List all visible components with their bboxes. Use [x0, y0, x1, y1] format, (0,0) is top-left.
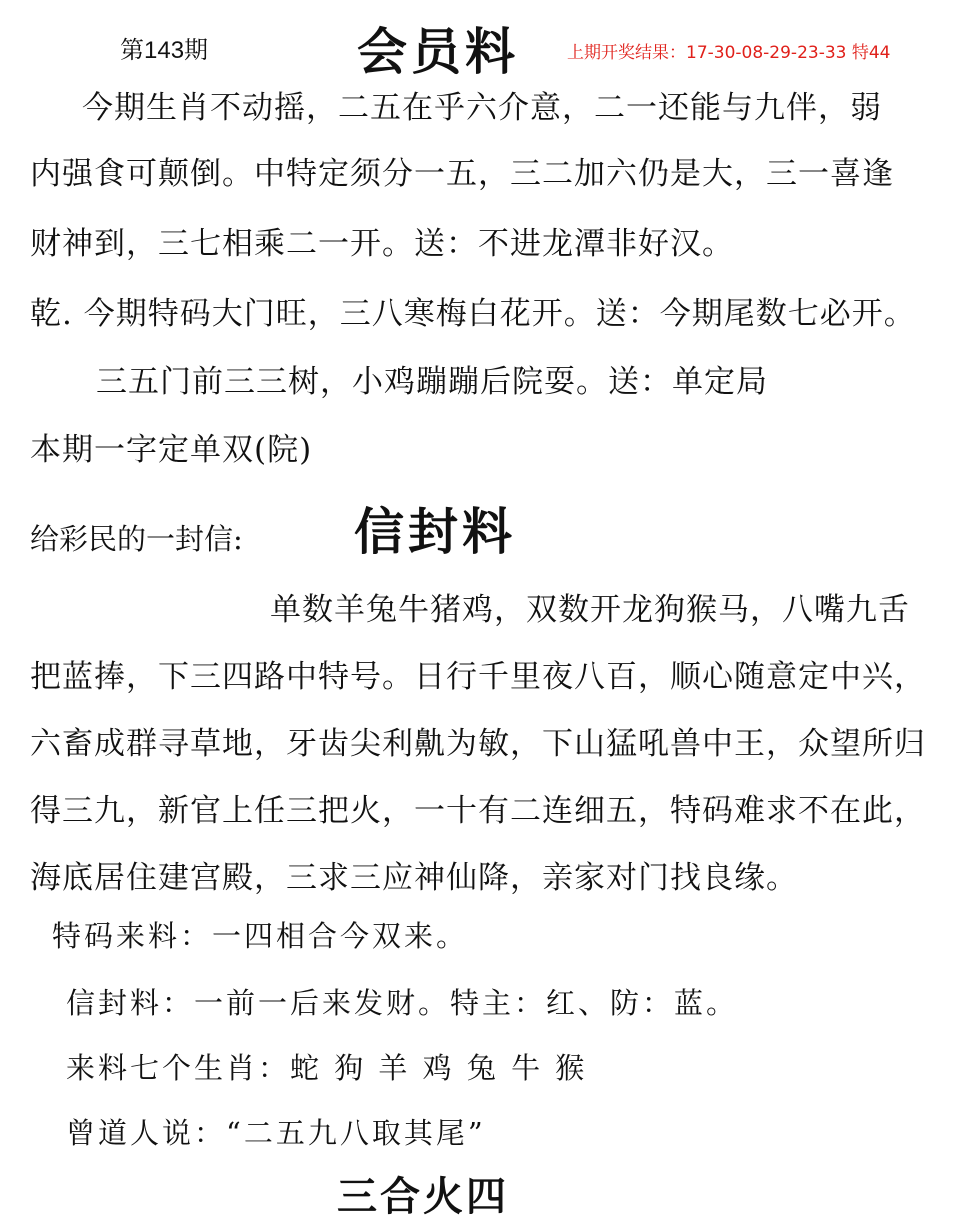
page-title: 会员料 — [357, 22, 519, 81]
note-line-3: 来料七个生肖：蛇 狗 羊 鸡 兔 牛 猴 — [66, 1051, 588, 1085]
member-line-4: 乾. 今期特码大门旺，三八寒梅白花开。送：今期尾数七必开。 — [30, 296, 916, 332]
member-line-3: 财神到，三七相乘二一开。送：不进龙潭非好汉。 — [30, 226, 734, 262]
letter-label: 给彩民的一封信: — [30, 522, 243, 556]
member-line-1: 今期生肖不动摇，二五在乎六介意，二一还能与九伴，弱 — [82, 90, 882, 126]
member-line-6: 本期一字定单双(院) — [30, 432, 313, 468]
letter-line-1: 单数羊兔牛猪鸡，双数开龙狗猴马，八嘴九舌 — [270, 592, 910, 628]
letter-line-3: 六畜成群寻草地，牙齿尖利鼽为敏，下山猛吼兽中王，众望所归 — [30, 726, 926, 762]
letter-line-5: 海底居住建宫殿，三求三应神仙降，亲家对门找良缘。 — [30, 860, 798, 896]
member-line-2: 内强食可颠倒。中特定须分一五，三二加六仍是大，三一喜逢 — [30, 156, 894, 192]
note-line-4: 曾道人说：“二五九八取其尾” — [66, 1116, 486, 1150]
letter-title: 信封料 — [354, 502, 516, 561]
issue-number: 第143期 — [120, 37, 209, 64]
last-draw-result: 上期开奖结果：17-30-08-29-23-33 特44 — [567, 43, 891, 63]
note-line-2: 信封料：一前一后来发财。特主：红、防：蓝。 — [66, 986, 739, 1020]
member-line-5: 三五门前三三树，小鸡蹦蹦后院耍。送：单定局 — [96, 364, 768, 400]
note-line-1: 特码来料：一四相合今双来。 — [52, 919, 469, 953]
letter-line-4: 得三九，新官上任三把火，一十有二连细五，特码难求不在此， — [30, 793, 926, 829]
letter-line-2: 把蓝捧，下三四路中特号。日行千里夜八百，顺心随意定中兴， — [30, 659, 926, 695]
footer-text: 三合火四 — [337, 1173, 509, 1220]
